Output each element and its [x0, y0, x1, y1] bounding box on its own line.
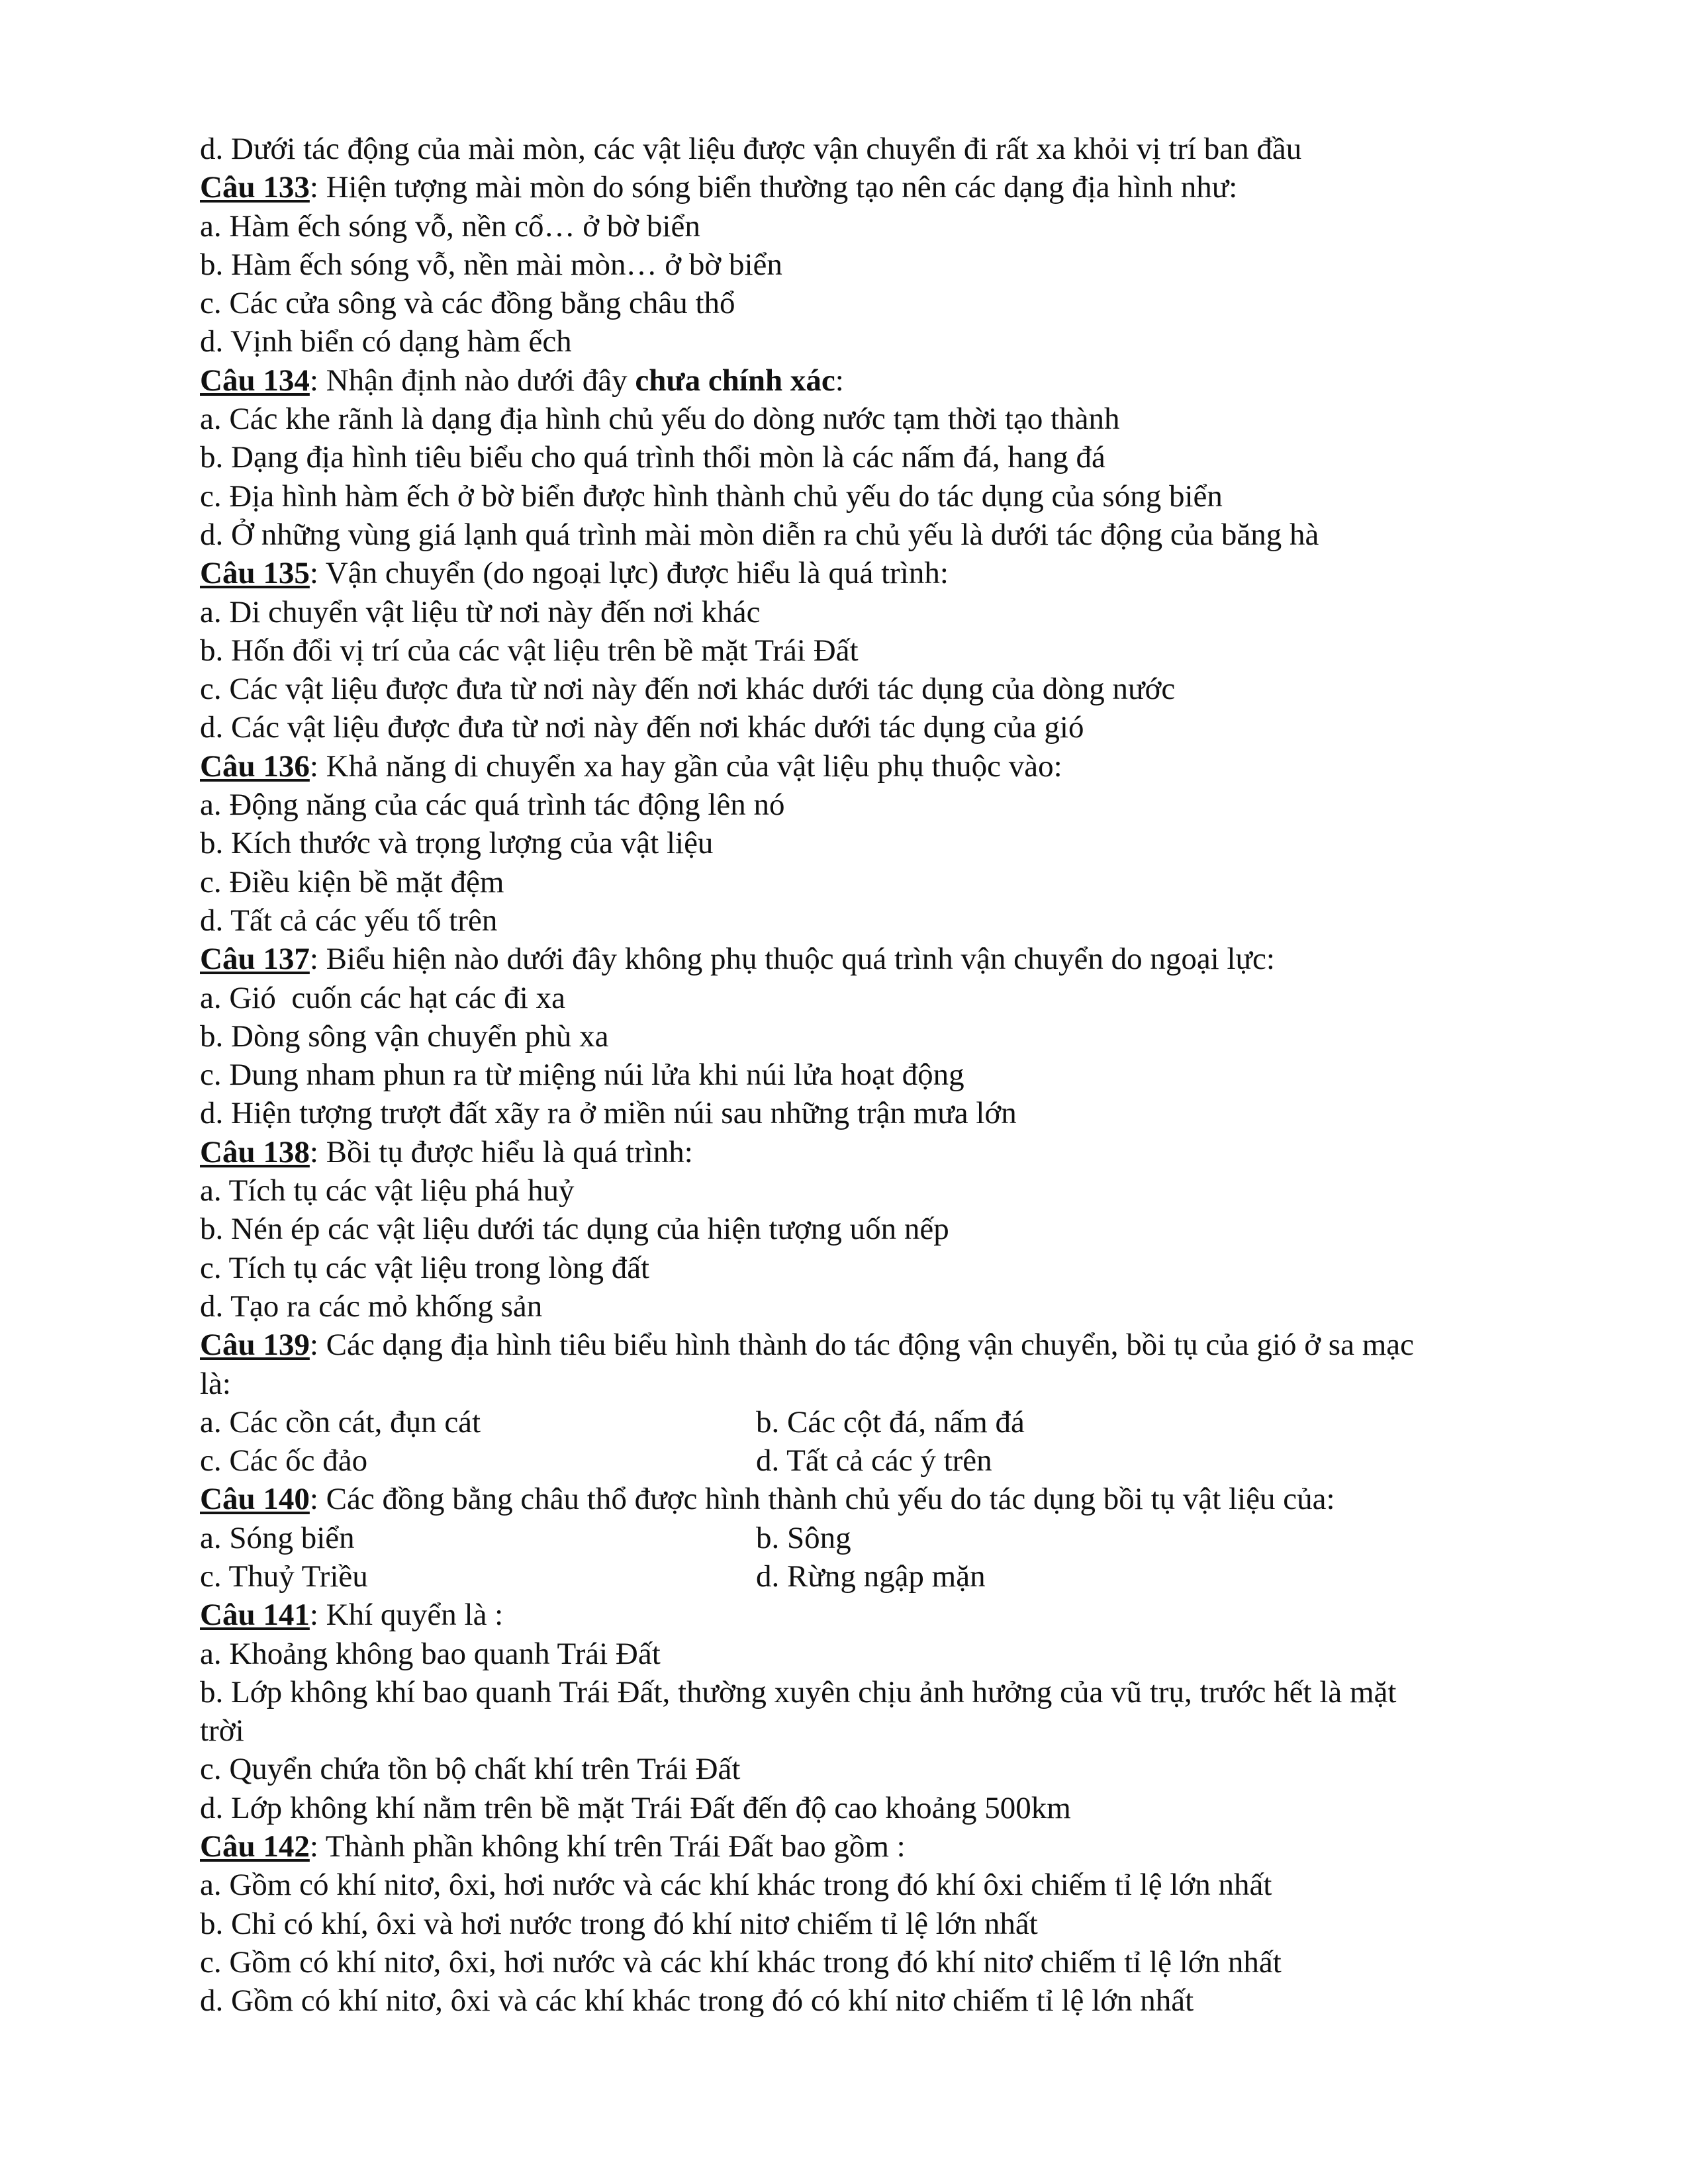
option-row — [200, 1403, 1524, 1441]
option-a — [200, 979, 1524, 1017]
option-line: d. Dưới tác động của mài mòn, các vật liệu được vận chuyển đi rất xa khỏi vị trí ban đầu — [200, 132, 1302, 166]
question-136 — [200, 747, 1524, 786]
option-b: b. Hàm ếch sóng vỗ, nền mài mòn… ở bờ biển — [200, 247, 782, 282]
question-label: Câu 135 — [200, 556, 310, 591]
option-a: a. Các cồn cát, đụn cát — [200, 1404, 481, 1439]
option-a: a. Các khe rãnh là dạng địa hình chủ yếu do dòng nước tạm thời tạo thành — [200, 402, 1120, 437]
option-a-text: a. Gió cuốn các hạt các đi xa — [200, 980, 565, 1015]
question-label: Câu 137 — [200, 942, 310, 977]
question-133 — [200, 168, 1524, 206]
option-c: c. Các vật liệu được đưa từ nơi này đến nơi khác dưới tác dụng của dòng nước — [200, 672, 1176, 707]
question-138 — [200, 1133, 1524, 1171]
option-d: d. Lớp không khí nằm trên bề mặt Trái Đất đến độ cao khoảng 500km — [200, 1790, 1071, 1825]
question-text: : Nhận định nào dưới đây — [309, 363, 635, 398]
question-text: : Các đồng bằng châu thổ được hình thành chủ yếu do tác dụng bồi tụ vật liệu của: — [309, 1482, 1335, 1517]
option-d: d. Gồm có khí nitơ, ôxi và các khí khác trong đó có khí nitơ chiếm tỉ lệ lớn nhất — [200, 1983, 1194, 2019]
option-a: a. Gồm có khí nitơ, ôxi, hơi nước và các khí khác trong đó khí ôxi chiếm tỉ lệ lớn nhất — [200, 1868, 1272, 1903]
question-text: : Biểu hiện nào dưới đây không phụ thuộc quá trình vận chuyển do ngoại lực: — [309, 942, 1275, 977]
question-text: : Các dạng địa hình tiêu biểu hình thành do tác động vận chuyển, bồi tụ của gió ở sa mạc — [309, 1328, 1414, 1363]
question-label: Câu 138 — [200, 1134, 310, 1169]
option-d: d. Vịnh biển có dạng hàm ếch — [200, 324, 572, 359]
question-135 — [200, 554, 1524, 592]
option-c: c. Điều kiện bề mặt đệm — [200, 864, 504, 899]
question-139 — [200, 1326, 1524, 1364]
question-label: Câu 141 — [200, 1598, 310, 1633]
question-142 — [200, 1827, 1524, 1866]
option-b: b. Dòng sông vận chuyển phù xa — [200, 1019, 609, 1054]
option-d: d. Tất cả các yếu tố trên — [200, 903, 498, 938]
option-c: c. Thuỷ Triều — [200, 1559, 368, 1594]
question-134 — [200, 361, 1524, 400]
option-b: b. Các cột đá, nấm đá — [756, 1404, 1025, 1439]
option-c: c. Các cửa sông và các đồng bằng châu thổ — [200, 286, 735, 321]
option-b: b. Chỉ có khí, ôxi và hơi nước trong đó khí nitơ chiếm tỉ lệ lớn nhất — [200, 1906, 1038, 1941]
question-label: Câu 140 — [200, 1482, 310, 1517]
option-a: a. Sóng biển — [200, 1520, 355, 1555]
option-a: a. Di chuyển vật liệu từ nơi này đến nơi khác — [200, 594, 761, 629]
question-text-continuation: là: — [200, 1366, 231, 1401]
option-d: d. Tất cả các ý trên — [756, 1443, 992, 1479]
question-label: Câu 136 — [200, 749, 310, 784]
question-text-end: : — [835, 363, 844, 398]
option-a: a. Khoảng không bao quanh Trái Đất — [200, 1636, 661, 1671]
document-page — [200, 130, 1524, 2021]
option-c: c. Tích tụ các vật liệu trong lòng đất — [200, 1250, 650, 1285]
option-c: c. Các ốc đảo — [200, 1443, 368, 1479]
option-d: d. Tạo ra các mỏ khống sản — [200, 1289, 543, 1324]
option-b: b. Hốn đổi vị trí của các vật liệu trên bề mặt Trái Đất — [200, 633, 859, 668]
question-label: Câu 142 — [200, 1829, 310, 1864]
question-label: Câu 139 — [200, 1328, 310, 1363]
question-text: : Thành phần không khí trên Trái Đất bao gồm : — [309, 1829, 906, 1864]
question-label: Câu 133 — [200, 170, 310, 205]
question-text: : Hiện tượng mài mòn do sóng biển thường tạo nên các dạng địa hình như: — [309, 170, 1238, 205]
option-a: a. Động năng của các quá trình tác động lên nó — [200, 788, 785, 823]
question-label: Câu 134 — [200, 363, 310, 398]
question-emphasis: chưa chính xác — [635, 363, 835, 398]
option-c: c. Gồm có khí nitơ, ôxi, hơi nước và các khí khác trong đó khí nitơ chiếm tỉ lệ lớn nhất — [200, 1944, 1282, 1979]
question-141 — [200, 1596, 1524, 1634]
option-row — [200, 1557, 1524, 1596]
option-b-continuation: trời — [200, 1713, 244, 1749]
question-text: : Vận chuyển (do ngoại lực) được hiểu là quá trình: — [309, 556, 949, 591]
option-d: d. Hiện tượng trượt đất xãy ra ở miền núi sau những trận mưa lớn — [200, 1096, 1017, 1131]
option-c: c. Địa hình hàm ếch ở bờ biển được hình thành chủ yếu do tác dụng của sóng biển — [200, 478, 1223, 514]
option-b: b. Dạng địa hình tiêu biểu cho quá trình thổi mòn là các nấm đá, hang đá — [200, 440, 1105, 475]
option-row — [200, 1519, 1524, 1557]
question-text: : Khí quyển là : — [309, 1598, 504, 1633]
question-text: : Bồi tụ được hiểu là quá trình: — [309, 1134, 693, 1169]
question-137 — [200, 940, 1524, 978]
option-a: a. Hàm ếch sóng vỗ, nền cổ… ở bờ biển — [200, 208, 700, 244]
option-d: d. Rừng ngập mặn — [756, 1559, 986, 1594]
option-c: c. Dung nham phun ra từ miệng núi lửa khi núi lửa hoạt động — [200, 1058, 964, 1093]
option-row — [200, 1441, 1524, 1480]
option-b: b. Lớp không khí bao quanh Trái Đất, thường xuyên chịu ảnh hưởng của vũ trụ, trước hết là mặt — [200, 1674, 1397, 1709]
option-c: c. Quyển chứa tồn bộ chất khí trên Trái Đất — [200, 1752, 741, 1787]
option-b: b. Nén ép các vật liệu dưới tác dụng của hiện tượng uốn nếp — [200, 1212, 949, 1247]
question-140 — [200, 1480, 1524, 1518]
question-text: : Khả năng di chuyển xa hay gần của vật liệu phụ thuộc vào: — [309, 749, 1062, 784]
option-d: d. Ở những vùng giá lạnh quá trình mài mòn diễn ra chủ yếu là dưới tác động của băng hà — [200, 517, 1319, 552]
option-b: b. Kích thước và trọng lượng của vật liệu — [200, 826, 714, 861]
option-b: b. Sông — [756, 1520, 851, 1555]
option-a: a. Tích tụ các vật liệu phá huỷ — [200, 1173, 575, 1208]
option-d: d. Các vật liệu được đưa từ nơi này đến nơi khác dưới tác dụng của gió — [200, 710, 1084, 745]
